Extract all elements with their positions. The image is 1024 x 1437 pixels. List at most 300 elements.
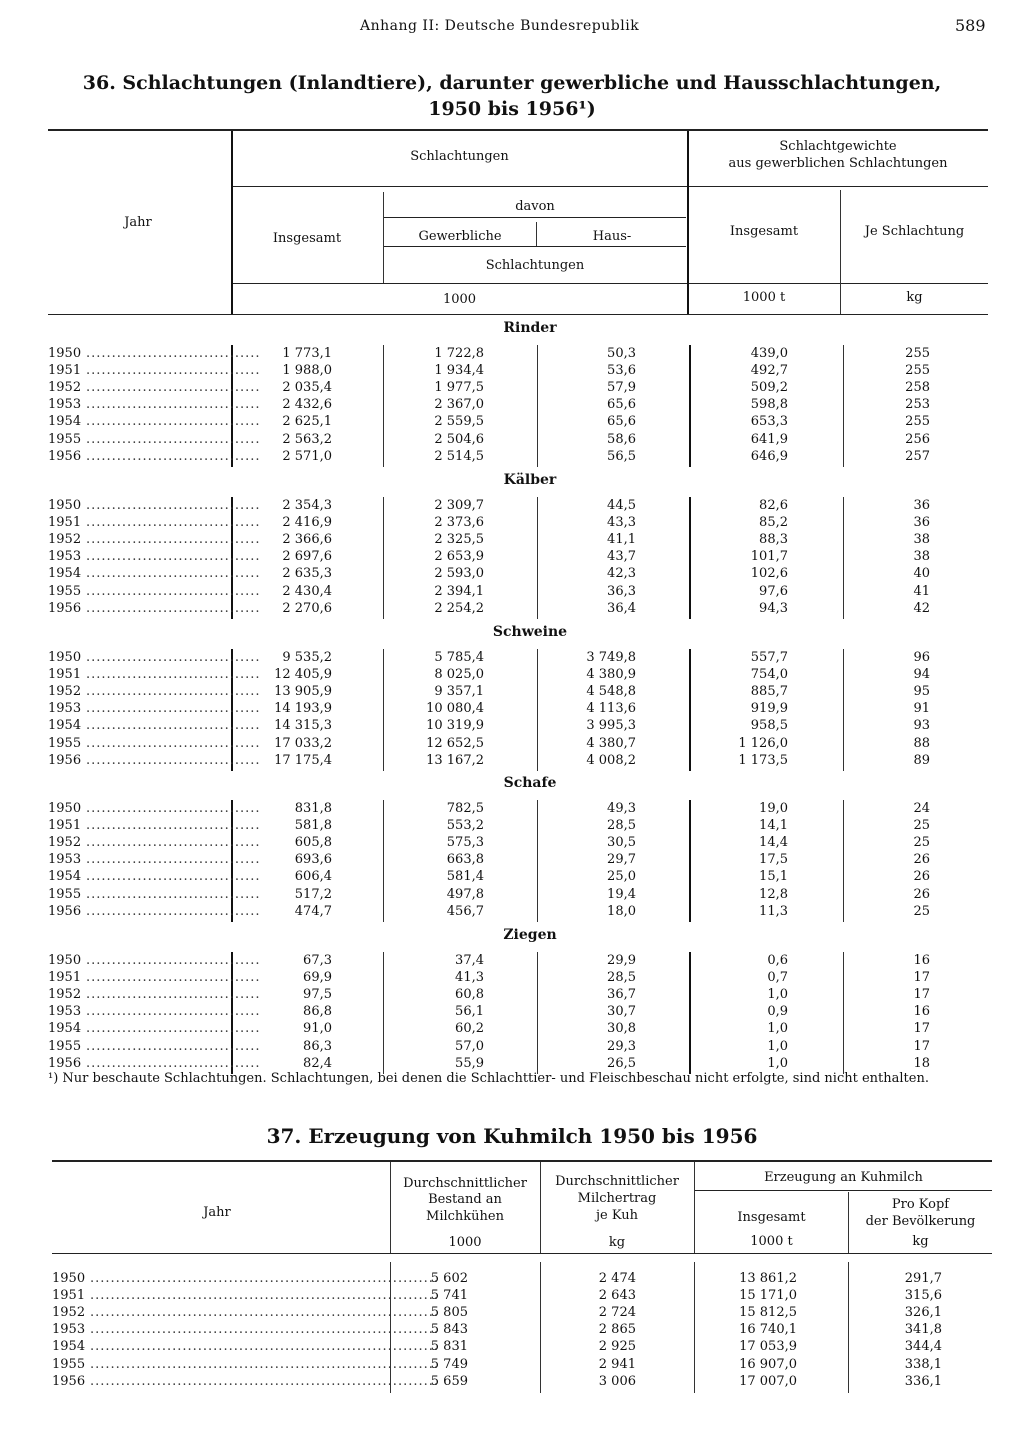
leader-dots: .................................................................... <box>90 1322 439 1338</box>
value-cell: 5 843 <box>430 1322 468 1338</box>
col-gewichte-header-line2: aus gewerblichen Schlachtungen <box>728 156 948 171</box>
unit-1000: 1000 <box>442 292 477 307</box>
value-cell: 336,1 <box>904 1373 942 1389</box>
value-cell: 2 432,6 <box>282 397 332 413</box>
value-cell: 5 805 <box>430 1305 468 1321</box>
table-row <box>0 497 1024 514</box>
table-row <box>0 514 1024 531</box>
value-cell: 96 <box>913 650 930 665</box>
value-cell: 97,6 <box>759 583 788 599</box>
leader-dots: .................................. <box>86 852 261 868</box>
value-cell: 2 643 <box>598 1288 636 1304</box>
header-rule-davon <box>384 217 686 218</box>
leader-dots: .................................. <box>86 1038 261 1054</box>
value-cell: 101,7 <box>750 549 788 565</box>
value-cell: 60,2 <box>455 1021 484 1037</box>
value-cell: 17 053,9 <box>739 1339 797 1355</box>
t37-jahr-header: Jahr <box>203 1205 231 1220</box>
year-cell: 1954 <box>52 1339 86 1355</box>
value-cell: 17 <box>913 1021 930 1037</box>
value-cell: 1 977,5 <box>434 380 484 396</box>
year-cell: 1953 <box>48 1004 82 1020</box>
year-cell: 1955 <box>48 735 82 751</box>
value-cell: 42 <box>913 600 930 616</box>
value-cell: 2 270,6 <box>282 600 332 616</box>
value-cell: 492,7 <box>750 363 788 379</box>
col-gewichte-header-line1: Schlachtgewichte <box>779 139 897 154</box>
section-heading: Rinder <box>503 320 557 336</box>
value-cell: 97,5 <box>303 987 332 1003</box>
year-cell: 1956 <box>48 752 82 768</box>
leader-dots: .................................. <box>86 346 261 361</box>
year-cell: 1954 <box>48 566 82 582</box>
value-cell: 13 167,2 <box>426 752 484 768</box>
value-cell: 29,9 <box>607 953 636 968</box>
value-cell: 2 254,2 <box>434 600 484 616</box>
value-cell: 2 366,6 <box>282 532 332 548</box>
year-cell: 1951 <box>52 1288 86 1304</box>
value-cell: 509,2 <box>750 380 788 396</box>
value-cell: 4 008,2 <box>586 752 636 768</box>
t37-bestand-unit: 1000 <box>448 1235 482 1250</box>
value-cell: 25 <box>913 903 930 919</box>
leader-dots: .................................. <box>86 380 261 396</box>
value-cell: 16 <box>913 953 930 968</box>
leader-dots: .................................. <box>86 801 261 816</box>
leader-dots: .................................................................... <box>90 1373 439 1389</box>
value-cell: 2 430,4 <box>282 583 332 599</box>
year-cell: 1950 <box>48 498 82 513</box>
value-cell: 5 749 <box>430 1356 468 1372</box>
year-cell: 1950 <box>52 1271 86 1286</box>
leader-dots: .................................. <box>86 414 261 430</box>
value-cell: 2 571,0 <box>282 448 332 464</box>
value-cell: 1 173,5 <box>738 752 788 768</box>
value-cell: 2 635,3 <box>282 566 332 582</box>
value-cell: 19,0 <box>759 801 788 816</box>
leader-dots: .................................. <box>86 448 261 464</box>
year-cell: 1955 <box>48 431 82 447</box>
page-number: 589 <box>955 16 986 35</box>
value-cell: 16 907,0 <box>739 1356 797 1372</box>
t37-ertrag-header-3: je Kuh <box>595 1208 639 1223</box>
table-row <box>0 868 1024 885</box>
year-cell: 1950 <box>48 801 82 816</box>
value-cell: 605,8 <box>294 835 332 851</box>
value-cell: 553,2 <box>446 818 484 834</box>
t37-insgesamt-unit: 1000 t <box>750 1234 793 1249</box>
year-cell: 1952 <box>48 987 82 1003</box>
value-cell: 36 <box>913 498 930 513</box>
value-cell: 36,7 <box>607 987 636 1003</box>
value-cell: 14,4 <box>759 835 788 851</box>
value-cell: 29,3 <box>607 1038 636 1054</box>
value-cell: 2 925 <box>598 1339 636 1355</box>
value-cell: 36,4 <box>607 600 636 616</box>
table-row <box>0 986 1024 1003</box>
value-cell: 41,3 <box>455 970 484 986</box>
table-row <box>0 717 1024 734</box>
value-cell: 2 625,1 <box>282 414 332 430</box>
value-cell: 4 548,8 <box>586 684 636 700</box>
t37-prokopf-unit: kg <box>912 1234 929 1249</box>
value-cell: 1,0 <box>767 1038 788 1054</box>
value-cell: 1,0 <box>767 1021 788 1037</box>
value-cell: 919,9 <box>750 701 788 717</box>
value-cell: 18 <box>913 1055 930 1071</box>
value-cell: 4 380,7 <box>586 735 636 751</box>
t37-insgesamt-header: Insgesamt <box>737 1210 806 1225</box>
t37-prokopf-header-1: Pro Kopf <box>891 1197 950 1212</box>
leader-dots: .................................. <box>86 987 261 1003</box>
table-row <box>0 1038 1024 1055</box>
t37-erzeugung-header: Erzeugung an Kuhmilch <box>764 1170 923 1185</box>
leader-dots: .................................. <box>86 752 261 768</box>
table-row <box>0 431 1024 448</box>
value-cell: 10 080,4 <box>426 701 484 717</box>
value-cell: 439,0 <box>750 346 788 361</box>
t37-ertrag-unit: kg <box>608 1235 626 1250</box>
value-cell: 53,6 <box>607 363 636 379</box>
year-cell: 1950 <box>48 953 82 968</box>
year-cell: 1955 <box>48 583 82 599</box>
year-cell: 1951 <box>48 818 82 834</box>
value-cell: 65,6 <box>607 414 636 430</box>
value-cell: 258 <box>905 380 930 396</box>
value-cell: 3 995,3 <box>586 718 636 734</box>
value-cell: 2 367,0 <box>434 397 484 413</box>
value-cell: 57,0 <box>455 1038 484 1054</box>
value-cell: 102,6 <box>750 566 788 582</box>
value-cell: 26 <box>913 852 930 868</box>
leader-dots: .................................. <box>86 1004 261 1020</box>
value-cell: 85,2 <box>759 515 788 531</box>
value-cell: 43,3 <box>607 515 636 531</box>
value-cell: 19,4 <box>607 886 636 902</box>
value-cell: 2 394,1 <box>434 583 484 599</box>
year-cell: 1952 <box>48 684 82 700</box>
value-cell: 94 <box>913 667 930 683</box>
year-cell: 1952 <box>48 380 82 396</box>
value-cell: 17 007,0 <box>739 1373 797 1389</box>
value-cell: 4 380,9 <box>586 667 636 683</box>
value-cell: 10 319,9 <box>426 718 484 734</box>
table-row <box>0 834 1024 851</box>
t37-prokopf-header-2: der Bevölkerung <box>865 1214 976 1229</box>
value-cell: 0,7 <box>767 970 788 986</box>
year-cell: 1954 <box>48 718 82 734</box>
table36-title <box>40 70 984 122</box>
section-heading: Ziegen <box>503 927 557 943</box>
year-cell: 1956 <box>48 448 82 464</box>
value-cell: 38 <box>913 549 930 565</box>
leader-dots: .................................. <box>86 498 261 513</box>
year-cell: 1951 <box>48 363 82 379</box>
year-cell: 1952 <box>48 835 82 851</box>
value-cell: 2 593,0 <box>434 566 484 582</box>
year-cell: 1953 <box>48 397 82 413</box>
value-cell: 2 697,6 <box>282 549 332 565</box>
table-row <box>0 1055 1024 1072</box>
leader-dots: .................................. <box>86 1021 261 1037</box>
value-cell: 557,7 <box>750 650 788 665</box>
col-jahr-header: Jahr <box>124 215 152 230</box>
value-cell: 3 006 <box>598 1373 636 1389</box>
table-row <box>0 817 1024 834</box>
table36-header-bottom-rule <box>48 314 988 315</box>
header-rule-units <box>232 283 988 284</box>
value-cell: 598,8 <box>750 397 788 413</box>
table-row <box>0 1356 1024 1373</box>
unit-1000t: 1000 t <box>742 290 786 305</box>
value-cell: 29,7 <box>607 852 636 868</box>
year-cell: 1955 <box>48 1038 82 1054</box>
section-heading: Schweine <box>492 624 568 640</box>
t37-bestand-header-2: Bestand an <box>428 1192 502 1207</box>
value-cell: 86,8 <box>303 1004 332 1020</box>
leader-dots: .................................. <box>86 718 261 734</box>
col-schlachtungen-sub-header: Schlachtungen <box>485 258 585 273</box>
value-cell: 1 934,4 <box>434 363 484 379</box>
value-cell: 12 652,5 <box>426 735 484 751</box>
value-cell: 17 <box>913 970 930 986</box>
value-cell: 1 126,0 <box>738 735 788 751</box>
value-cell: 1 722,8 <box>434 346 484 361</box>
table-row <box>0 448 1024 465</box>
leader-dots: .................................. <box>86 886 261 902</box>
value-cell: 43,7 <box>607 549 636 565</box>
value-cell: 5 741 <box>430 1288 468 1304</box>
value-cell: 50,3 <box>607 346 636 361</box>
value-cell: 9 535,2 <box>282 650 332 665</box>
value-cell: 17,5 <box>759 852 788 868</box>
value-cell: 28,5 <box>607 818 636 834</box>
year-cell: 1955 <box>48 886 82 902</box>
value-cell: 517,2 <box>294 886 332 902</box>
value-cell: 55,9 <box>455 1055 484 1071</box>
table-row <box>0 969 1024 986</box>
value-cell: 2 354,3 <box>282 498 332 513</box>
value-cell: 256 <box>905 431 930 447</box>
year-cell: 1950 <box>48 346 82 361</box>
value-cell: 69,9 <box>303 970 332 986</box>
value-cell: 16 <box>913 1004 930 1020</box>
value-cell: 37,4 <box>455 953 484 968</box>
value-cell: 885,7 <box>750 684 788 700</box>
value-cell: 40 <box>913 566 930 582</box>
leader-dots: .................................. <box>86 970 261 986</box>
value-cell: 13 905,9 <box>274 684 332 700</box>
year-cell: 1952 <box>52 1305 86 1321</box>
col-insgesamt-weight-header: Insgesamt <box>729 224 799 239</box>
value-cell: 26 <box>913 869 930 885</box>
table-row <box>0 379 1024 396</box>
leader-dots: .................................. <box>86 869 261 885</box>
value-cell: 3 749,8 <box>586 650 636 665</box>
value-cell: 89 <box>913 752 930 768</box>
year-cell: 1956 <box>52 1373 86 1389</box>
leader-dots: .................................................................... <box>90 1288 439 1304</box>
value-cell: 93 <box>913 718 930 734</box>
leader-dots: .................................. <box>86 1055 261 1071</box>
value-cell: 474,7 <box>294 903 332 919</box>
table-row <box>0 1003 1024 1020</box>
leader-dots: .................................................................... <box>90 1305 439 1321</box>
table-row <box>0 1270 1024 1287</box>
value-cell: 2 514,5 <box>434 448 484 464</box>
value-cell: 693,6 <box>294 852 332 868</box>
value-cell: 14 193,9 <box>274 701 332 717</box>
table-row <box>0 666 1024 683</box>
value-cell: 12,8 <box>759 886 788 902</box>
value-cell: 26 <box>913 886 930 902</box>
value-cell: 1 773,1 <box>282 346 332 361</box>
value-cell: 2 035,4 <box>282 380 332 396</box>
year-cell: 1955 <box>52 1356 86 1372</box>
value-cell: 581,4 <box>446 869 484 885</box>
year-cell: 1951 <box>48 667 82 683</box>
leader-dots: .................................. <box>86 818 261 834</box>
value-cell: 58,6 <box>607 431 636 447</box>
value-cell: 831,8 <box>294 801 332 816</box>
value-cell: 344,4 <box>904 1339 942 1355</box>
value-cell: 57,9 <box>607 380 636 396</box>
value-cell: 0,6 <box>767 953 788 968</box>
value-cell: 25 <box>913 818 930 834</box>
t37-bestand-header-1: Durchschnittlicher <box>403 1176 527 1191</box>
value-cell: 18,0 <box>607 903 636 919</box>
section-heading: Schafe <box>503 775 557 791</box>
table-row <box>0 531 1024 548</box>
value-cell: 8 025,0 <box>434 667 484 683</box>
header-rule-1 <box>232 186 988 187</box>
value-cell: 16 740,1 <box>739 1322 797 1338</box>
value-cell: 25 <box>913 835 930 851</box>
value-cell: 257 <box>905 448 930 464</box>
table-row <box>0 903 1024 920</box>
value-cell: 646,9 <box>750 448 788 464</box>
value-cell: 12 405,9 <box>274 667 332 683</box>
section-heading: Kälber <box>503 472 557 488</box>
value-cell: 255 <box>905 363 930 379</box>
table-row <box>0 649 1024 666</box>
leader-dots: .................................. <box>86 515 261 531</box>
table-row <box>0 1373 1024 1390</box>
value-cell: 5 831 <box>430 1339 468 1355</box>
value-cell: 95 <box>913 684 930 700</box>
table37-header-bottom-rule <box>52 1253 992 1254</box>
table-row <box>0 952 1024 969</box>
year-cell: 1954 <box>48 1021 82 1037</box>
value-cell: 11,3 <box>759 903 788 919</box>
value-cell: 88 <box>913 735 930 751</box>
value-cell: 42,3 <box>607 566 636 582</box>
value-cell: 315,6 <box>904 1288 942 1304</box>
leader-dots: .................................................................... <box>90 1339 439 1355</box>
value-cell: 15 171,0 <box>739 1288 797 1304</box>
leader-dots: .................................. <box>86 667 261 683</box>
value-cell: 25,0 <box>607 869 636 885</box>
value-cell: 15,1 <box>759 869 788 885</box>
leader-dots: .................................. <box>86 532 261 548</box>
value-cell: 2 474 <box>598 1271 636 1286</box>
table37-top-rule <box>52 1160 992 1162</box>
value-cell: 91,0 <box>303 1021 332 1037</box>
value-cell: 36,3 <box>607 583 636 599</box>
col-insgesamt-header: Insgesamt <box>272 231 342 246</box>
value-cell: 14 315,3 <box>274 718 332 734</box>
table-row <box>0 345 1024 362</box>
table-row <box>0 1287 1024 1304</box>
unit-kg: kg <box>906 290 923 305</box>
leader-dots: .................................................................... <box>90 1356 439 1372</box>
value-cell: 2 563,2 <box>282 431 332 447</box>
value-cell: 17 <box>913 987 930 1003</box>
value-cell: 653,3 <box>750 414 788 430</box>
value-cell: 497,8 <box>446 886 484 902</box>
header-rule-subcols <box>384 246 686 247</box>
table36-title-line2: 1950 bis 1956¹) <box>428 98 596 120</box>
leader-dots: .................................. <box>86 953 261 968</box>
value-cell: 9 357,1 <box>434 684 484 700</box>
table-row <box>0 362 1024 379</box>
year-cell: 1953 <box>48 549 82 565</box>
t37-bestand-header-3: Milchkühen <box>426 1209 504 1224</box>
table36-top-rule <box>48 129 988 131</box>
value-cell: 30,8 <box>607 1021 636 1037</box>
leader-dots: .................................. <box>86 835 261 851</box>
value-cell: 67,3 <box>303 953 332 968</box>
table-row <box>0 683 1024 700</box>
leader-dots: .................................. <box>86 701 261 717</box>
value-cell: 291,7 <box>904 1271 942 1286</box>
value-cell: 2 865 <box>598 1322 636 1338</box>
value-cell: 754,0 <box>750 667 788 683</box>
value-cell: 606,4 <box>294 869 332 885</box>
leader-dots: .................................. <box>86 600 261 616</box>
value-cell: 44,5 <box>607 498 636 513</box>
value-cell: 14,1 <box>759 818 788 834</box>
value-cell: 2 941 <box>598 1356 636 1372</box>
leader-dots: .................................. <box>86 363 261 379</box>
value-cell: 5 602 <box>430 1271 468 1286</box>
value-cell: 49,3 <box>607 801 636 816</box>
value-cell: 5 785,4 <box>434 650 484 665</box>
value-cell: 24 <box>913 801 930 816</box>
value-cell: 94,3 <box>759 600 788 616</box>
leader-dots: .................................................................... <box>90 1271 439 1286</box>
year-cell: 1954 <box>48 869 82 885</box>
value-cell: 88,3 <box>759 532 788 548</box>
col-davon-header: davon <box>515 199 555 214</box>
value-cell: 1 988,0 <box>282 363 332 379</box>
value-cell: 326,1 <box>904 1305 942 1321</box>
value-cell: 60,8 <box>455 987 484 1003</box>
t37-ertrag-header-1: Durchschnittlicher <box>555 1174 679 1189</box>
value-cell: 36 <box>913 515 930 531</box>
value-cell: 30,7 <box>607 1004 636 1020</box>
table-row <box>0 1304 1024 1321</box>
value-cell: 30,5 <box>607 835 636 851</box>
col-schlachtungen-header: Schlachtungen <box>410 149 509 164</box>
year-cell: 1956 <box>48 1055 82 1071</box>
value-cell: 581,8 <box>294 818 332 834</box>
value-cell: 2 724 <box>598 1305 636 1321</box>
value-cell: 26,5 <box>607 1055 636 1071</box>
value-cell: 2 416,9 <box>282 515 332 531</box>
value-cell: 91 <box>913 701 930 717</box>
value-cell: 341,8 <box>904 1322 942 1338</box>
